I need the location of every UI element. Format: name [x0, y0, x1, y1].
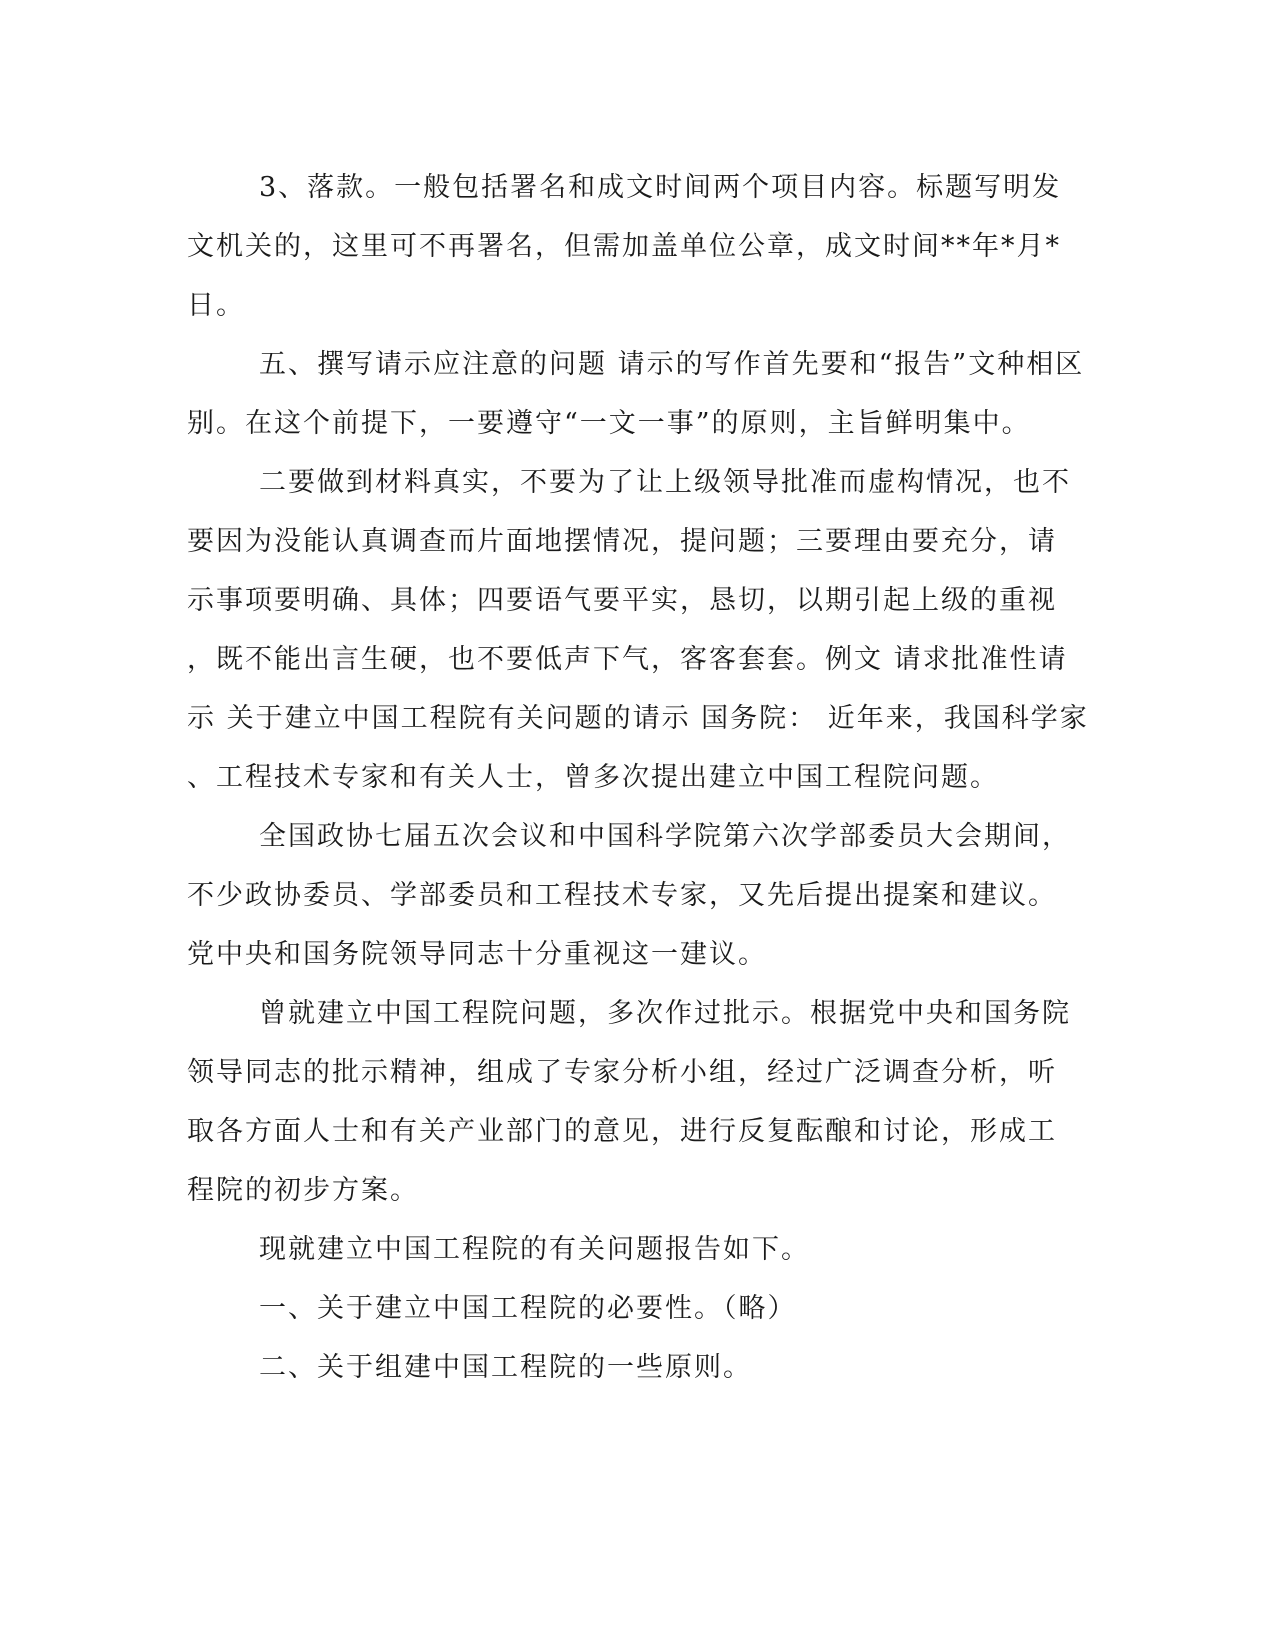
- text-line: 3、落款。一般包括署名和成文时间两个项目内容。标题写明发: [259, 172, 1062, 203]
- text-line: 全国政协七届五次会议和中国科学院第六次学部委员大会期间，: [259, 821, 1071, 852]
- text-line: 党中央和国务院领导同志十分重视这一建议。: [187, 939, 767, 970]
- text-line: 示 关于建立中国工程院有关问题的请示 国务院： 近年来，我国科学家: [187, 703, 1089, 734]
- document-body: [187, 158, 1087, 1397]
- text-line: 取各方面人士和有关产业部门的意见，进行反复酝酿和讨论，形成工: [187, 1116, 1057, 1147]
- text-line: 曾就建立中国工程院问题，多次作过批示。根据党中央和国务院: [259, 998, 1071, 1029]
- text-line: 要因为没能认真调查而片面地摆情况，提问题；三要理由要充分，请: [187, 526, 1057, 557]
- text-line: 五、撰写请示应注意的问题 请示的写作首先要和“报告”文种相区: [259, 349, 1085, 380]
- text-line: 、工程技术专家和有关人士，曾多次提出建立中国工程院问题。: [187, 762, 999, 793]
- text-line: 文机关的，这里可不再署名，但需加盖单位公章，成文时间**年*月*: [187, 231, 1061, 262]
- text-line: 二要做到材料真实，不要为了让上级领导批准而虚构情况，也不: [259, 467, 1071, 498]
- text-line: 示事项要明确、具体；四要语气要平实，恳切，以期引起上级的重视: [187, 585, 1057, 616]
- text-line: 现就建立中国工程院的有关问题报告如下。: [259, 1234, 810, 1265]
- text-line: 二、关于组建中国工程院的一些原则。: [259, 1352, 752, 1383]
- text-line: 领导同志的批示精神，组成了专家分析小组，经过广泛调查分析，听: [187, 1057, 1057, 1088]
- text-line: 日。: [187, 290, 245, 321]
- text-line: 程院的初步方案。: [187, 1175, 419, 1206]
- text-line: ，既不能出言生硬，也不要低声下气，客客套套。例文 请求批准性请: [187, 644, 1068, 675]
- text-line: 不少政协委员、学部委员和工程技术专家，又先后提出提案和建议。: [187, 880, 1057, 911]
- text-line: 一、关于建立中国工程院的必要性。（略）: [259, 1293, 797, 1324]
- text-line: 别。在这个前提下，一要遵守“一文一事”的原则，主旨鲜明集中。: [187, 408, 1031, 439]
